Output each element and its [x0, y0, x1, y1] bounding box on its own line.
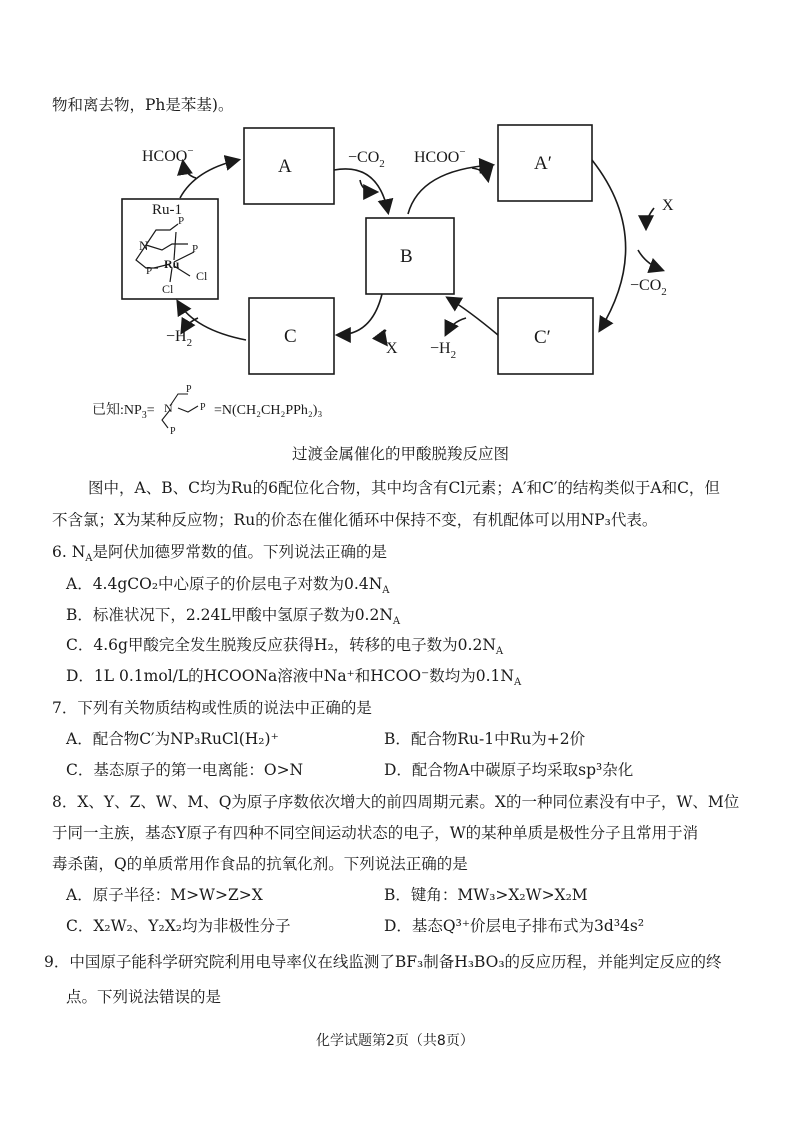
q7-option-a: A．配合物C′为NP₃RuCl(H₂)⁺: [66, 730, 279, 748]
q8-stem-line-1: 8．X、Y、Z、W、M、Q为原子序数依次增大的前四周期元素。X的一种同位素没有中子，W、M位: [52, 793, 740, 811]
label-co2-middle: $-CO_2$: [348, 149, 385, 170]
label-A-prime: A′: [534, 153, 552, 174]
ru1-atom-N: N: [139, 238, 149, 253]
arrow-A-prime-to-C-prime: [592, 160, 626, 330]
ru1-atom-P-top: P: [178, 215, 185, 227]
q7-stem: 7．下列有关物质结构或性质的说法中正确的是: [52, 699, 372, 717]
top-text-fragment: 物和离去物，Ph是苯基)。: [52, 96, 234, 114]
q9-stem-line-1: 9．中国原子能科学研究院利用电导率仪在线监测了BF₃制备H₃BO₃的反应历程，并能判定反应的终: [44, 953, 722, 971]
figure-caption: 过渡金属催化的甲酸脱羧反应图: [292, 445, 510, 463]
ru1-atom-P-right: P: [192, 243, 199, 255]
q8-stem-line-2: 于同一主族，基态Y原子有四种不同空间运动状态的电子，W的某种单质是极性分子且常用于消: [52, 824, 699, 842]
q7-option-b: B．配合物Ru-1中Ru为+2价: [384, 730, 586, 748]
label-hcoo-left: HCOO−: [142, 145, 194, 165]
arrow-B-to-A-prime: [408, 165, 492, 214]
catalytic-cycle-diagram: [0, 0, 800, 440]
label-C: C: [284, 326, 297, 347]
arrow-hcoo-in-right: [472, 168, 488, 180]
q6-option-a: A．4.4gCO₂中心原子的价层电子对数为$0.4N_A$: [66, 575, 390, 597]
ru1-ligand-skeleton: [136, 224, 194, 282]
label-h2-left: $-H_2$: [166, 328, 193, 349]
arrow-co2-out: [360, 180, 376, 192]
q6-option-c: C．4.6g甲酸完全发生脱羧反应获得H₂，转移的电子数为$0.2N_A$: [66, 636, 504, 658]
arrow-h2-out-bottom: [446, 318, 466, 334]
ru1-label: Ru-1: [152, 202, 182, 218]
q6-option-b: B．标准状况下，2.24L甲酸中氢原子数为$0.2N_A$: [66, 606, 401, 628]
q7-option-c: C．基态原子的第一电离能：O>N: [66, 761, 304, 779]
q6-stem: 6. $N_A$是阿伏加德罗常数的值。下列说法正确的是: [52, 543, 388, 565]
q8-option-a: A．原子半径：M>W>Z>X: [66, 886, 263, 904]
arrow-A-to-B: [334, 169, 388, 212]
q8-option-b: B．键角：MW₃>X₂W>X₂M: [384, 886, 588, 904]
ru1-atom-Cl-right: Cl: [196, 269, 208, 283]
known-formula: =N(CH₂CH₂PPh₂)₃: [214, 403, 323, 418]
known-atom-P-bottom: P: [170, 426, 176, 437]
known-atom-P-right: P: [200, 402, 206, 413]
known-atom-P-top: P: [186, 384, 192, 395]
label-hcoo-right: HCOO−: [414, 146, 466, 166]
q7-option-d: D．配合物A中碳原子均采取sp³杂化: [384, 761, 634, 779]
arrow-C-to-ru1: [178, 302, 246, 340]
ru1-atom-P-left: P: [146, 265, 153, 277]
label-A: A: [278, 156, 292, 177]
ru1-atom-Ru: Ru: [164, 257, 180, 271]
arrow-co2-out-right: [638, 250, 662, 270]
label-x-right: X: [662, 197, 674, 214]
q8-option-d: D．基态Q³⁺价层电子排布式为3d³4s²: [384, 917, 645, 935]
intro-line-1: 图中，A、B、C均为Ru的6配位化合物，其中均含有Cl元素；A′和C′的结构类似于A和C，但: [88, 479, 720, 497]
arrow-x-in: [646, 208, 654, 228]
intro-line-2: 不含氯；X为某种反应物；Ru的价态在催化循环中保持不变，有机配体可以用NP₃代表。: [52, 511, 658, 529]
ru1-atom-Cl-bottom: Cl: [162, 282, 174, 296]
q6-option-d: D．1L 0.1mol/L的HCOONa溶液中Na⁺和HCOO⁻数均为$0.1N_A$: [66, 667, 522, 689]
known-atom-N: N: [164, 401, 173, 415]
label-h2-bottom: $-H_2$: [430, 340, 457, 361]
label-x-bottom: X: [386, 340, 398, 357]
arrow-ru1-to-A: [180, 160, 238, 198]
q8-option-c: C．X₂W₂、Y₂X₂均为非极性分子: [66, 917, 291, 935]
label-C-prime: C′: [534, 327, 551, 348]
q9-stem-line-2: 点。下列说法错误的是: [66, 988, 222, 1006]
known-prefix: 已知$:NP_3=$: [92, 403, 155, 421]
q8-stem-line-3: 毒杀菌，Q的单质常用作食品的抗氧化剂。下列说法正确的是: [52, 855, 468, 873]
arrow-B-to-C: [338, 294, 382, 335]
label-co2-right: $-CO_2$: [630, 277, 667, 298]
label-B: B: [400, 246, 413, 267]
arrow-C-prime-to-B: [448, 298, 498, 335]
page-footer: 化学试题第2页（共8页）: [316, 1033, 474, 1049]
